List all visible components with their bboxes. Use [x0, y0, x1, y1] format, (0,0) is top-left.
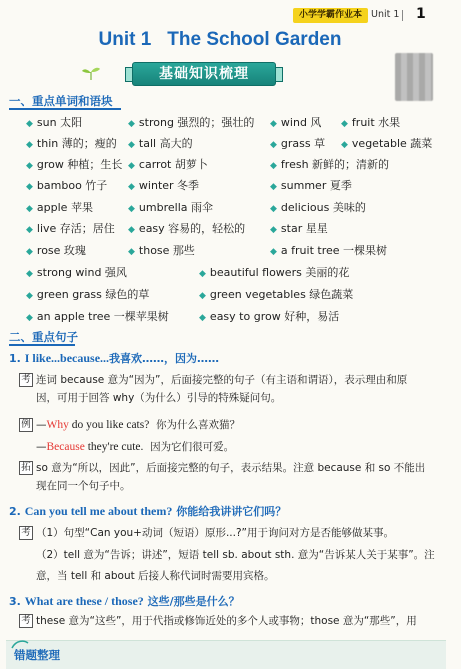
phrase-item: ◆ an apple tree 一棵苹果树	[26, 310, 169, 323]
vocab-item: ◆ strong 强烈的；强壮的	[128, 116, 255, 129]
vocab-item: ◆ delicious 美味的	[270, 201, 366, 214]
li-tag: 例	[19, 418, 33, 432]
vocab-item: ◆ a fruit tree 一棵果树	[270, 244, 388, 257]
example-answer: —Because they're cute. 因为它们很可爱。	[36, 441, 235, 453]
vocab-item: ◆ summer 夏季	[270, 179, 352, 192]
section-title-vocabulary: 一、重点单词和语块	[9, 94, 113, 108]
section-underline	[9, 344, 75, 346]
vocab-item: ◆ live 存活；居住	[26, 222, 115, 235]
sentence-heading-2: 2. Can you tell me about them? 你能给我讲讲它们吗？	[9, 504, 287, 518]
vocab-item: ◆ star 星星	[270, 222, 328, 235]
section-banner	[132, 61, 276, 87]
title-name: The School Garden	[167, 29, 342, 50]
section-title-sentences: 二、重点句子	[9, 330, 78, 344]
vocab-item: ◆ fresh 新鲜的；清新的	[270, 158, 390, 171]
tuo-tag: 拓	[19, 461, 33, 475]
wrong-answers-label: 错题整理	[14, 648, 60, 662]
page-number: 1	[416, 6, 426, 22]
book-badge: 小学学霸作业本	[293, 8, 368, 23]
note-paragraph: these 意为“这些”，用于代指或修饰近处的多个人或事物；those 意为“那些”，用	[36, 615, 417, 627]
vocab-item: ◆ fruit 水果	[341, 116, 401, 129]
banner-label: 基础知识梳理	[132, 62, 276, 86]
sentence-heading-1: 1. I like...because...我喜欢……，因为……	[9, 351, 220, 365]
wrong-answers-box	[6, 640, 446, 669]
kao-tag: 考	[19, 614, 33, 628]
vocab-item: ◆ bamboo 竹子	[26, 179, 108, 192]
vocab-item: ◆ sun 太阳	[26, 116, 83, 129]
vocab-item: ◆ wind 风	[270, 116, 322, 129]
vocab-item: ◆ grass 草	[270, 137, 326, 150]
vocab-item: ◆ apple 苹果	[26, 201, 93, 214]
vocab-item: ◆ vegetable 蔬菜	[341, 137, 433, 150]
header-unit: Unit 1	[371, 9, 400, 20]
phrase-item: ◆ green grass 绿色的草	[26, 288, 150, 301]
note-paragraph: so 意为“所以，因此”，后面接完整的句子，表示结果。注意 because 和 so 不能出 现在同一个句子中。	[36, 462, 426, 492]
vocab-item: ◆ rose 玫瑰	[26, 244, 86, 257]
phrase-item: ◆ green vegetables 绿色蔬菜	[199, 288, 354, 301]
vocab-item: ◆ grow 种植；生长	[26, 158, 123, 171]
phrase-item: ◆ easy to grow 好种，易活	[199, 310, 340, 323]
phrase-item: ◆ strong wind 强风	[26, 266, 127, 279]
vocab-item: ◆ winter 冬季	[128, 179, 200, 192]
vocab-item: ◆ easy 容易的，轻松的	[128, 222, 246, 235]
header-divider	[402, 10, 403, 21]
phrase-item: ◆ beautiful flowers 美丽的花	[199, 266, 350, 279]
note-paragraph: 连词 because 意为“因为”，后面接完整的句子（有主语和谓语），表示理由和原 因，可用于回答 why（为什么）引导的特殊疑问句。	[36, 374, 408, 404]
note-paragraph: （1）句型“Can you+动词（短语）原形...?”用于询问对方是否能够做某事。 （2）tell 意为“告诉；讲述”，短语 tell sb. about sth. 意为“告诉某人关于某事”。注 意，当 tell 和 about 后接人称代词时需要用宾格。	[36, 527, 435, 582]
kao-tag: 考	[19, 373, 33, 387]
section-underline	[9, 108, 121, 110]
vocab-item: ◆ tall 高大的	[128, 137, 193, 150]
example-question: —Why do you like cats? 你为什么喜欢猫？	[36, 419, 241, 431]
title-unit: Unit 1	[98, 29, 152, 50]
sprout-icon	[80, 66, 102, 80]
kao-tag: 考	[19, 526, 33, 540]
blurred-qr-code	[395, 53, 433, 101]
vocab-item: ◆ carrot 胡萝卜	[128, 158, 208, 171]
vocab-item: ◆ thin 薄的；瘦的	[26, 137, 117, 150]
vocab-item: ◆ those 那些	[128, 244, 195, 257]
vocab-item: ◆ umbrella 雨伞	[128, 201, 213, 214]
sentence-heading-3: 3. What are these / those? 这些/那些是什么？	[9, 594, 240, 608]
page-title	[0, 29, 440, 51]
